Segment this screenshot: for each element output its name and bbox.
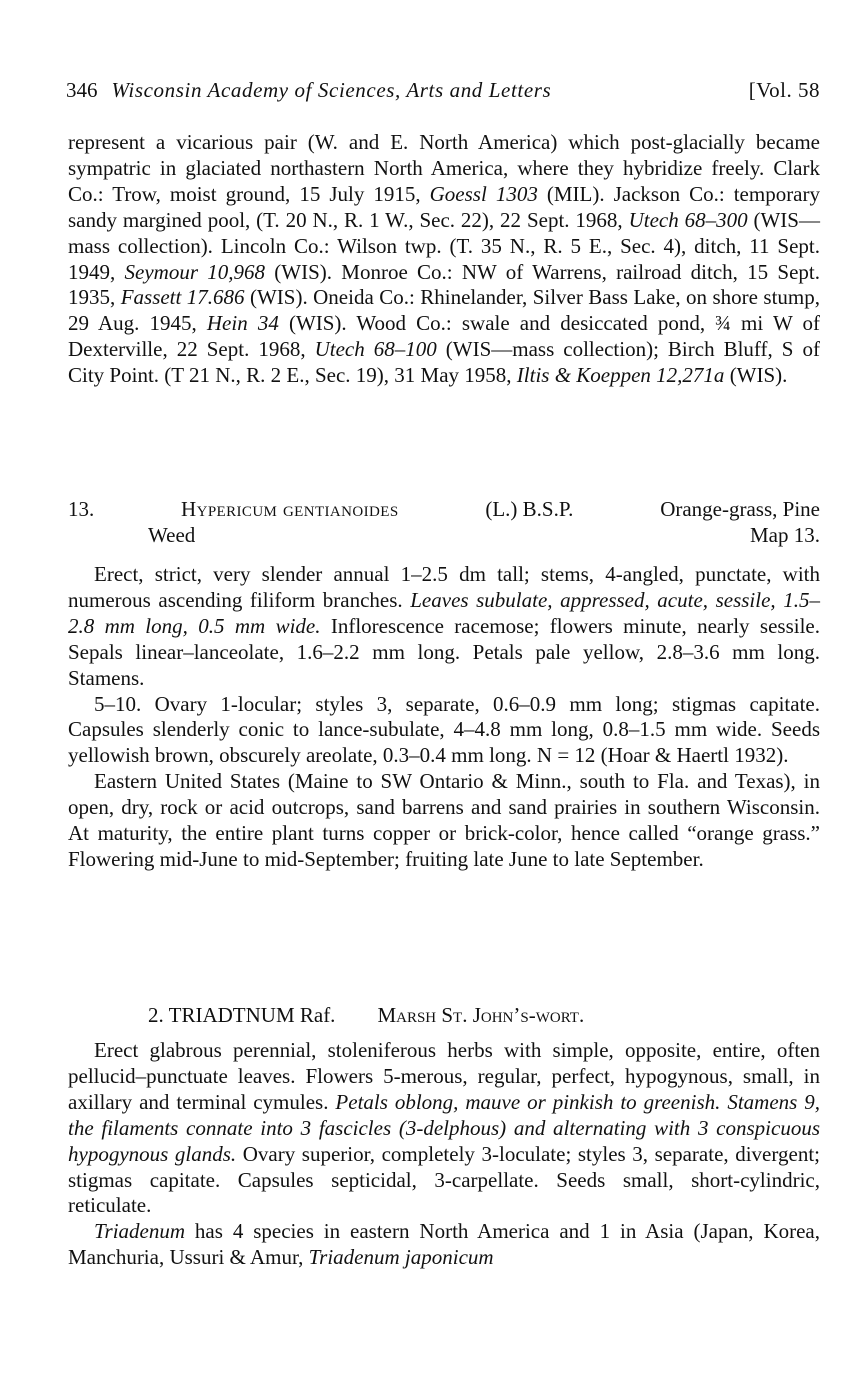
genus-number: 2. [148,1003,164,1027]
specimen-citation: Utech 68–100 [314,337,437,362]
key-character-text: Leaves subulate, appressed, acute, sessile, 1.5–2.8 mm long, 0.5 mm wide. [68,587,820,638]
species-name: Hypericum gentianoides [181,497,399,521]
key-character-text: Petals oblong, mauve or pinkish to greenish. Stamens 9, the filaments connate into 3 fascicles (3-delphous) and alternating with 3 conspicuous hypogynous glands. [68,1089,820,1166]
text-run: (WIS—mass collection); Birch Bluff, S of City Point. (T 21 N., R. 2 E., Sec. 19), 31 May 1958, [68,337,820,388]
text-run: Erect, strict, very slender annual 1–2.5 dm tall; stems, 4-angled, punctate, with numerous ascending filiform branches. [68,562,820,612]
species-author: (L.) B.S.P. [485,497,574,521]
volume-label: [Vol. 58 [748,78,820,102]
text-run: (MIL). Jackson Co.: temporary sandy margined pool, (T. 20 N., R. 1 W., Sec. 22), 22 Sept. 1968, [68,181,820,232]
text-run: (WIS). Oneida Co.: Rhinelander, Silver Bass Lake, on shore stump, 29 Aug. 1945, [68,285,821,336]
text-run: Inflorescence racemose; flowers minute, nearly sessile. Sepals linear–lanceolate, 1.6–2.2 mm long. Petals pale yellow, 2.8–3.6 mm long. Stamens. [68,613,820,690]
text-run: has 4 species in eastern North America and 1 in Asia (Japan, Korea, Manchuria, Ussuri & Amur, [68,1219,820,1270]
species-common-name: Orange-grass, Pine [660,497,820,521]
text-run: Erect glabrous perennial, stoleniferous herbs with simple, opposite, entire, often pellucid–punctuate leaves. Flowers 5-merous, regular, perfect, hypogynous, small, in axillary and terminal cymules. [68,1038,820,1114]
text-run: (WIS). [724,363,788,388]
specimen-citation: Seymour 10,968 [124,259,266,284]
continuation-paragraph [68,130,820,389]
text-run: (WIS). Monroe Co.: NW of Warrens, railroad ditch, 15 Sept. 1935, [68,259,820,310]
map-reference: Map 13. [750,523,820,547]
description-paragraph [68,1038,820,1219]
text-run: Ovary superior, completely 3-loculate; styles 3, separate, divergent; stigmas capitate. Capsules septicidal, 3-carpellate. Seeds small, short-cylindric, reticulate. [68,1141,820,1218]
specimen-citation: Fassett 17.686 [120,285,245,310]
text-run: (WIS). Wood Co.: swale and desiccated pond, ¾ mi W of Dexterville, 22 Sept. 1968, [68,311,821,362]
specimen-citation: Hein 34 [206,311,279,336]
species-number: 13. [68,497,95,521]
specimen-citation: Iltis & Koeppen 12,271a [516,363,725,388]
distribution-paragraph: Eastern United States (Maine to SW Ontario & Minn., south to Fla. and Texas), in open, dry, rock or acid outcrops, sand barrens and sand prairies in southern Wisconsin. At maturity, the entire plant turns copper or brick-color, hence called “orange grass.” Flowering mid-June to mid-September; fruiting late June to late September. [68,769,820,871]
text-run: (WIS—mass collection). Lincoln Co.: Wilson twp. (T. 35 N., R. 5 E., Sec. 4), ditch, 11 Sept. 1949, [68,207,820,284]
genus-heading [148,1002,584,1028]
journal-title: Wisconsin Academy of Sciences, Arts and Letters [111,78,552,102]
text-run: represent a vicarious pair (W. and E. North America) which post-glacially became sympatric in glaciated northastern North America, where they hybridize freely. Clark Co.: Trow, moist ground, 15 July 1915, [68,130,820,206]
species-count-paragraph [68,1219,820,1271]
description-paragraph: 5–10. Ovary 1-locular; styles 3, separate, 0.6–0.9 mm long; stigmas capitate. Capsules slenderly conic to lance-subulate, 4–4.8 mm long, 0.8–1.5 mm wide. Seeds yellowish brown, obscurely areolate, 0.3–0.4 mm long. N = 12 (Hoar & Haertl 1932). [68,691,820,768]
species-common-name-cont: Weed [148,523,196,547]
species-heading [68,496,820,548]
page-number: 346 [66,78,98,102]
description-paragraph [68,562,820,692]
specimen-citation: Goessl 1303 [429,181,538,206]
genus-common-name: Marsh St. John’s-wort. [377,1003,585,1027]
specimen-citation: Utech 68–300 [628,207,748,232]
genus-description [68,1038,820,1271]
genus-name-italic: Triadenum [94,1219,186,1244]
running-header [66,76,820,104]
species-name-italic: Triadenum japonicum [308,1245,494,1270]
species-description [68,562,820,873]
genus-name: TRIADTNUM Raf. [168,1003,336,1027]
